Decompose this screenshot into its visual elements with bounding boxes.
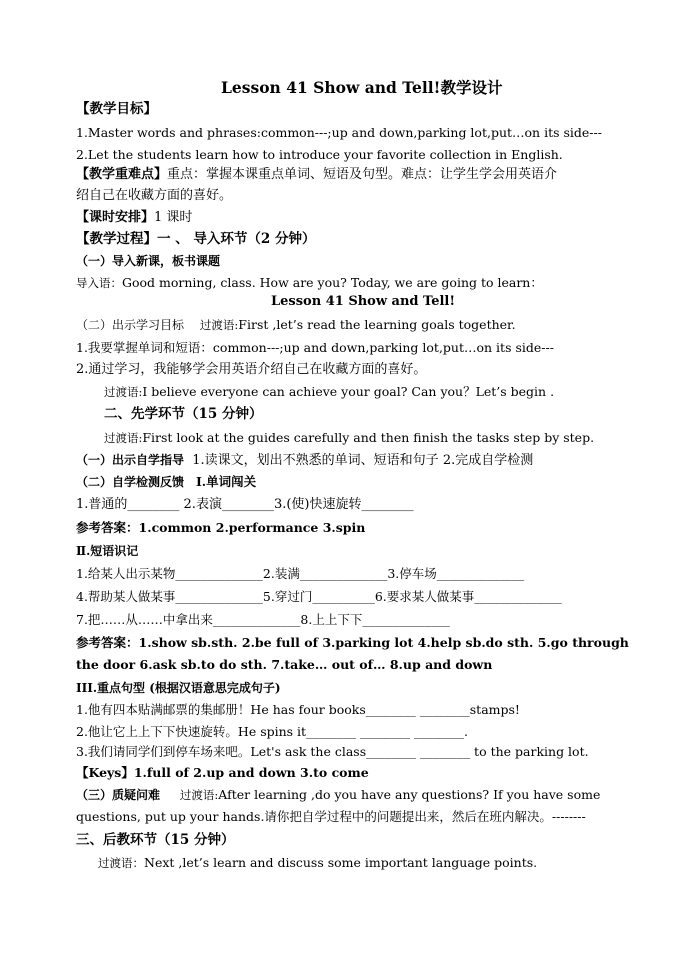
lesson-title: Lesson 41 Show and Tell! — [271, 294, 456, 309]
key-points-line-1 — [76, 167, 557, 183]
questions-trans-label: 过渡语: — [179, 788, 219, 802]
process-sub-2-line — [76, 317, 516, 333]
process-sub-2-trans-text: First ,let’s read the learning goals together. — [238, 317, 516, 332]
transition-2-line — [104, 384, 554, 400]
learning-goal-1: 1.我要掌握单词和短语：common---;up and down,parking lot,put…on its side--- — [76, 340, 554, 355]
phrases-line-1: 1.给某人出示某物______________2.装满______________3.停车场______________ — [76, 566, 525, 581]
sentence-1: 1.他有四本贴满邮票的集邮册！He has four books________ ________stamps! — [76, 702, 520, 717]
self-check-label: （二）自学检测反馈 — [76, 475, 185, 489]
self-study-guide-text: 1.读课文，划出不熟悉的单词、短语和句子 2.完成自学检测 — [192, 453, 534, 468]
goal-line-2: 2.Let the students learn how to introduce your favorite collection in English. — [76, 147, 563, 162]
sentences-heading: III.重点句型 (根据汉语意思完成句子) — [76, 681, 281, 695]
schedule-line — [76, 210, 192, 226]
phrases-heading: Ⅱ.短语识记 — [76, 544, 139, 558]
phrases-answer-1: 1.show sb.sth. 2.be full of 3.parking lot 4.help sb.do sth. 5.go through — [138, 635, 629, 650]
keys-answers: 1.full of 2.up and down 3.to come — [133, 765, 369, 780]
keys-label: 【Keys】 — [76, 765, 134, 780]
questions-label: （三）质疑问难 — [76, 788, 161, 802]
phrases-answer-label: 参考答案： — [76, 635, 139, 650]
sentence-3: 3.我们请同学们到停车场来吧。Let's ask the class________ ________ to the parking lot. — [76, 744, 589, 759]
sentence-2: 2.他让它上上下下快速旋转。He spins it________ ________ ________. — [76, 724, 468, 739]
transition-2-label: 过渡语: — [104, 385, 143, 399]
section-3-trans-label: 过渡语： — [98, 856, 144, 870]
process-sub-1: （一）导入新课，板书课题 — [76, 254, 221, 268]
goals-heading: 【教学目标】 — [76, 101, 157, 117]
questions-line-1 — [76, 787, 600, 803]
self-check-text: Ⅰ.单词闯关 — [195, 474, 257, 489]
intro-line — [76, 275, 543, 291]
section-2-trans-text: First look at the guides carefully and then finish the tasks step by step. — [142, 430, 595, 445]
process-sub-2: （二）出示学习目标 — [76, 318, 185, 332]
section-3-trans-text: Next ,let’s learn and discuss some important language points. — [144, 855, 538, 870]
document-title: Lesson 41 Show and Tell!教学设计 — [221, 78, 503, 97]
words-answer-label: 参考答案： — [76, 520, 139, 535]
phrases-line-2: 4.帮助某人做某事______________5.穿过门__________6.要求某人做某事______________ — [76, 589, 562, 604]
words-answer: 1.common 2.performance 3.spin — [138, 520, 366, 535]
goal-line-1: 1.Master words and phrases:common---;up and down,parking lot,put…on its side--- — [76, 125, 602, 140]
section-3-transition — [98, 855, 537, 871]
section-2-trans-label: 过渡语: — [104, 431, 143, 445]
phrases-answer-line-1 — [76, 635, 629, 651]
phrases-line-3: 7.把……从……中拿出来______________8.上上下下______________ — [76, 612, 450, 627]
schedule-value: 1 课时 — [154, 210, 193, 225]
process-heading: 【教学过程】一 、 导入环节（2 分钟） — [76, 231, 316, 247]
section-2-transition — [104, 430, 594, 446]
schedule-heading: 【课时安排】 — [76, 210, 155, 225]
questions-text-1: After learning ,do you have any questions? If you have some — [218, 787, 601, 802]
learning-goal-2: 2.通过学习，我能够学会用英语介绍自己在收藏方面的喜好。 — [76, 362, 427, 377]
key-points-heading: 【教学重难点】 — [76, 167, 168, 182]
intro-text: Good morning, class. How are you? Today, we are going to learn： — [122, 275, 543, 290]
phrases-answer-2: the door 6.ask sb.to do sth. 7.take… out of… 8.up and down — [76, 657, 493, 672]
words-answer-line — [76, 520, 365, 536]
questions-text-2: questions, put up your hands.请你把自学过程中的问题提出来，然后在班内解决。-------- — [76, 809, 586, 824]
words-exercise: 1.普通的________ 2.表演________3.(使)快速旋转________ — [76, 497, 414, 512]
self-study-guide-line — [76, 452, 533, 469]
key-points-text-1: 重点：掌握本课重点单词、短语及句型。难点：让学生学会用英语介 — [167, 167, 558, 182]
section-3-heading: 三、后教环节（15 分钟） — [76, 832, 235, 848]
keys-line — [76, 765, 369, 781]
self-study-guide-label: （一）出示自学指导 — [76, 453, 185, 467]
process-sub-2-trans-label: 过渡语: — [199, 318, 239, 332]
key-points-text-2: 绍自己在收藏方面的喜好。 — [76, 188, 233, 203]
self-check-line — [76, 474, 256, 490]
intro-label: 导入语： — [76, 276, 122, 290]
transition-2-text: I believe everyone can achieve your goal? Can you？Let’s begin . — [142, 384, 555, 399]
section-2-heading: 二、先学环节（15 分钟） — [104, 406, 263, 422]
